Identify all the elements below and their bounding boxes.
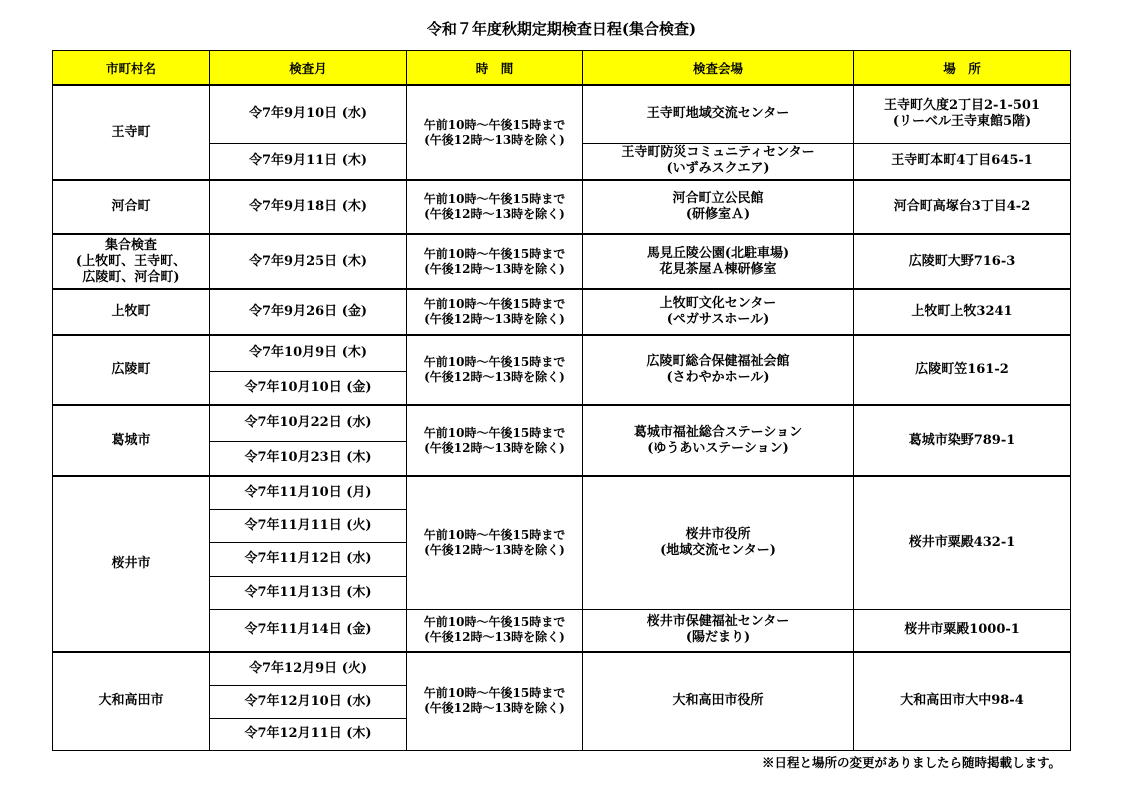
table-row [53,405,1071,441]
venue-line: 葛城市福祉総合ステーション [633,424,803,440]
time-line: 午前10時～午後15時まで [423,117,566,132]
venue-cell [583,609,854,652]
header-time: 時 間 [407,51,583,86]
time-line: (午後12時～13時を除く) [424,370,565,384]
table-row [53,85,1071,143]
time-cell [407,180,583,234]
location-line: 王寺町久度2丁目2-1-501 [883,98,1041,114]
venue-cell [583,405,854,476]
table-row [53,234,1071,289]
header-date: 検査月 [210,51,407,86]
date-cell: 令7年11月14日 (金) [210,609,407,652]
date-cell: 令7年10月10日 (金) [210,371,407,405]
venue-line: (陽だまり) [685,630,751,646]
time-line: 午前10時～午後15時まで [423,246,566,261]
table-row [53,289,1071,335]
venue-cell [583,289,854,335]
location-cell: 桜井市粟殿1000-1 [854,609,1071,652]
footnote: ※日程と場所の変更がありましたら随時掲載します。 [761,755,1061,770]
location-cell: 桜井市粟殿432-1 [854,476,1071,609]
venue-line: 花見茶屋Ａ棟研修室 [659,261,777,277]
time-line: 午前10時～午後15時まで [423,297,566,311]
venue-line: (いずみスクエア) [666,161,770,177]
venue-line: 馬見丘陵公園(北駐車場) [646,245,790,261]
date-cell: 令7年11月11日 (火) [210,509,407,542]
table-row [53,476,1071,509]
time-line: 午前10時～午後15時まで [423,615,566,630]
location-cell: 大和高田市大中98-4 [854,652,1071,750]
municipality-line: 広陵町、河合町) [82,269,180,285]
time-cell [407,234,583,289]
time-line: (午後12時～13時を除く) [424,701,565,716]
time-line: 午前10時～午後15時まで [423,686,566,701]
date-cell: 令7年11月13日 (木) [210,576,407,609]
municipality-cell: 大和高田市 [53,652,210,750]
date-cell: 令7年12月11日 (木) [210,718,407,750]
municipality-cell: 王寺町 [53,85,210,180]
time-cell [407,609,583,652]
venue-cell [583,234,854,289]
municipality-cell: 広陵町 [53,335,210,405]
time-line: (午後12時～13時を除く) [424,261,565,276]
date-cell: 令7年10月9日 (木) [210,335,407,371]
time-line: (午後12時～13時を除く) [424,440,565,455]
location-line: (リーベル王寺東館5階) [892,114,1032,130]
time-line: 午前10時～午後15時まで [423,527,566,542]
time-line: 午前10時～午後15時まで [423,425,566,440]
date-cell: 令7年10月22日 (水) [210,405,407,441]
time-cell [407,85,583,180]
date-cell: 令7年9月26日 (金) [210,289,407,335]
location-cell: 上牧町上牧3241 [854,289,1071,335]
venue-line: 河合町立公民館 [672,191,764,206]
header-row [53,51,1071,86]
venue-line: 王寺町防災コミュニティセンター [621,145,815,161]
venue-line: 上牧町文化センター [659,296,777,311]
date-cell: 令7年9月10日 (水) [210,85,407,143]
time-line: (午後12時～13時を除く) [424,132,565,147]
location-cell: 葛城市染野789-1 [854,405,1071,476]
venue-cell [583,85,854,143]
venue-cell [583,180,854,234]
time-cell [407,405,583,476]
municipality-cell: 葛城市 [53,405,210,476]
time-cell [407,335,583,405]
date-cell: 令7年9月25日 (木) [210,234,407,289]
venue-line: (ゆうあいステーション) [647,440,789,456]
venue-line: (さわやかホール) [666,370,770,385]
municipality-line: 集合検査 [104,237,157,253]
venue-line: (ペガサスホール) [666,312,770,327]
municipality-line: (上牧町、王寺町、 [75,253,187,269]
municipality-cell: 桜井市 [53,476,210,652]
time-line: 午前10時～午後15時まで [423,355,566,369]
header-venue: 検査会場 [583,51,854,86]
time-line: (午後12時～13時を除く) [424,312,565,326]
municipality-cell [53,234,210,289]
location-cell: 河合町高塚台3丁目4-2 [854,180,1071,234]
page-title: 令和７年度秋期定期検査日程(集合検査) [426,20,697,38]
date-cell: 令7年12月9日 (火) [210,652,407,685]
location-cell [854,85,1071,143]
venue-cell [583,335,854,405]
date-cell: 令7年11月12日 (水) [210,542,407,576]
venue-cell: 大和高田市役所 [583,652,854,750]
header-municipality: 市町村名 [53,51,210,86]
date-cell: 令7年12月10日 (水) [210,685,407,718]
municipality-cell: 河合町 [53,180,210,234]
time-cell [407,476,583,609]
venue-cell [583,476,854,609]
venue-line: (地域交流センター) [660,542,776,558]
date-cell: 令7年10月23日 (木) [210,441,407,476]
venue-line: 桜井市役所 [685,526,751,542]
time-line: (午後12時～13時を除く) [424,630,565,645]
header-location: 場 所 [854,51,1071,86]
time-line: (午後12時～13時を除く) [424,542,565,557]
date-cell: 令7年9月11日 (木) [210,143,407,180]
table-row [53,180,1071,234]
venue-line: 広陵町総合保健福祉会館 [646,354,790,369]
schedule-table [52,50,1071,751]
time-cell [407,652,583,750]
venue-cell [583,143,854,180]
time-line: (午後12時～13時を除く) [424,207,565,221]
time-line: 午前10時～午後15時まで [423,192,566,206]
date-cell: 令7年11月10日 (月) [210,476,407,509]
venue-line: 桜井市保健福祉センター [646,614,790,630]
venue-line: (研修室Ａ) [685,207,751,222]
table-row [53,335,1071,371]
time-cell [407,289,583,335]
municipality-cell: 上牧町 [53,289,210,335]
location-cell: 広陵町笠161-2 [854,335,1071,405]
location-cell: 王寺町本町4丁目645-1 [854,143,1071,180]
venue-line: 王寺町地域交流センター [646,106,790,122]
table-row [53,652,1071,685]
date-cell: 令7年9月18日 (木) [210,180,407,234]
location-cell: 広陵町大野716-3 [854,234,1071,289]
